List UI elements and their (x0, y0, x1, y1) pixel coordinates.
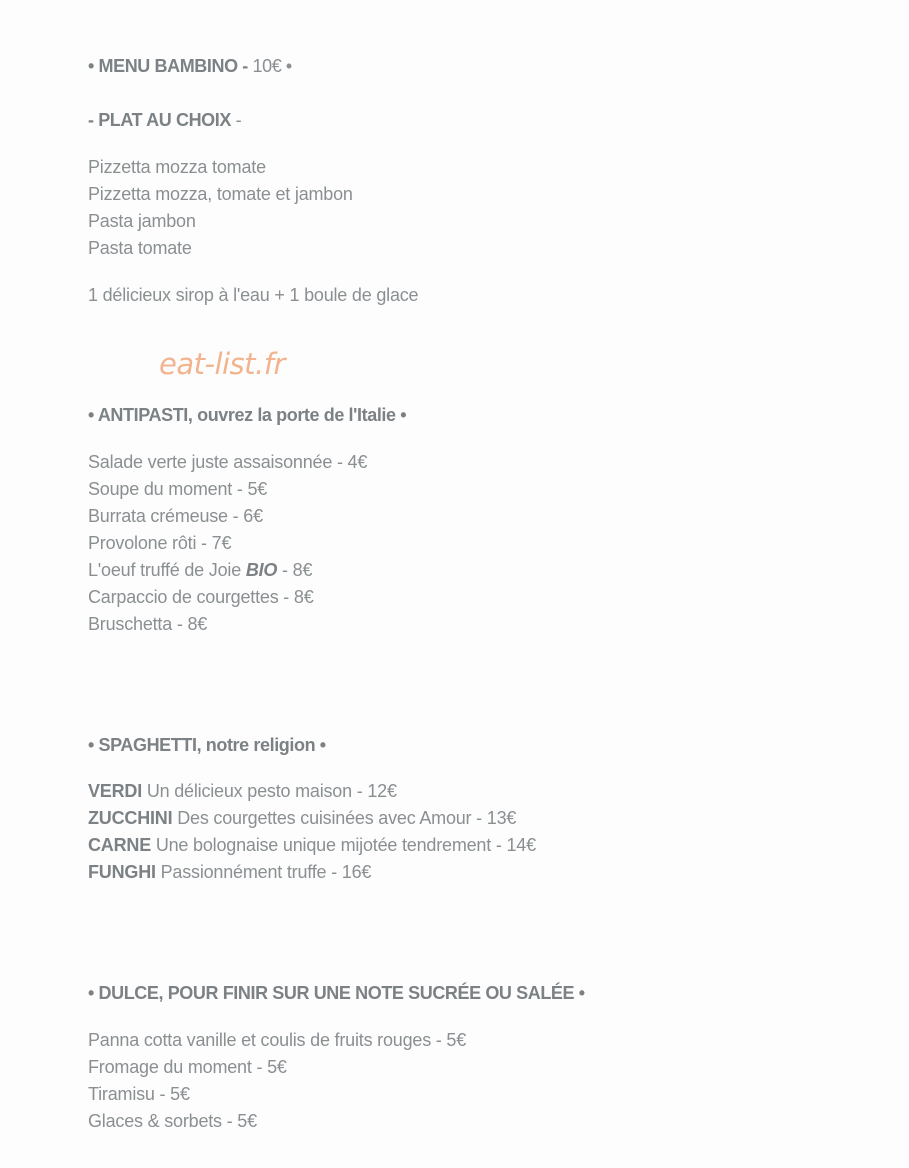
menu-item: Pizzetta mozza, tomate et jambon (88, 184, 353, 204)
menu-item: Provolone rôti - 7€ (88, 533, 232, 553)
bambino-price: 10€ • (247, 56, 292, 76)
menu-item: Fromage du moment - 5€ (88, 1057, 287, 1077)
bambino-heading (88, 55, 292, 77)
menu-item-oeuf (88, 559, 312, 581)
spaghetti-desc: Un délicieux pesto maison - 12€ (142, 781, 397, 801)
oeuf-price: - 8€ (277, 560, 313, 580)
menu-item: Pizzetta mozza tomate (88, 157, 266, 177)
spaghetti-item (88, 807, 516, 829)
spaghetti-desc: Une bolognaise unique mijotée tendrement - 14€ (151, 835, 536, 855)
spaghetti-name: CARNE (88, 835, 152, 855)
menu-item: Pasta jambon (88, 211, 196, 231)
menu-item: Pasta tomate (88, 238, 192, 258)
menu-item: Glaces & sorbets - 5€ (88, 1111, 257, 1131)
menu-item: Burrata crémeuse - 6€ (88, 506, 263, 526)
plat-au-choix-dash: - (231, 110, 242, 130)
dulce-heading: • DULCE, POUR FINIR SUR UNE NOTE SUCRÉE OU SALÉE • (88, 983, 585, 1003)
plat-au-choix-label: - PLAT AU CHOIX (88, 110, 231, 130)
spaghetti-name: VERDI (88, 781, 143, 801)
bambino-extra: 1 délicieux sirop à l'eau + 1 boule de glace (88, 285, 419, 305)
spaghetti-desc: Des courgettes cuisinées avec Amour - 13€ (172, 808, 517, 828)
oeuf-text: L'oeuf truffé de Joie (88, 560, 246, 580)
spaghetti-item (88, 834, 536, 856)
menu-item: Panna cotta vanille et coulis de fruits rouges - 5€ (88, 1030, 467, 1050)
bambino-title: • MENU BAMBINO - (88, 56, 248, 76)
menu-item: Salade verte juste assaisonnée - 4€ (88, 452, 368, 472)
watermark-logo: eat-list.fr (159, 347, 285, 381)
spaghetti-item (88, 861, 371, 883)
bambino-subheading (88, 109, 241, 131)
antipasti-heading: • ANTIPASTI, ouvrez la porte de l'Italie • (88, 405, 407, 425)
spaghetti-name: ZUCCHINI (88, 808, 173, 828)
bio-label: BIO (245, 560, 278, 580)
menu-item: Soupe du moment - 5€ (88, 479, 268, 499)
spaghetti-desc: Passionnément truffe - 16€ (155, 862, 372, 882)
menu-item: Bruschetta - 8€ (88, 614, 208, 634)
spaghetti-heading: • SPAGHETTI, notre religion • (88, 735, 326, 755)
menu-item: Tiramisu - 5€ (88, 1084, 190, 1104)
spaghetti-item (88, 780, 397, 802)
spaghetti-name: FUNGHI (88, 862, 156, 882)
menu-item: Carpaccio de courgettes - 8€ (88, 587, 314, 607)
